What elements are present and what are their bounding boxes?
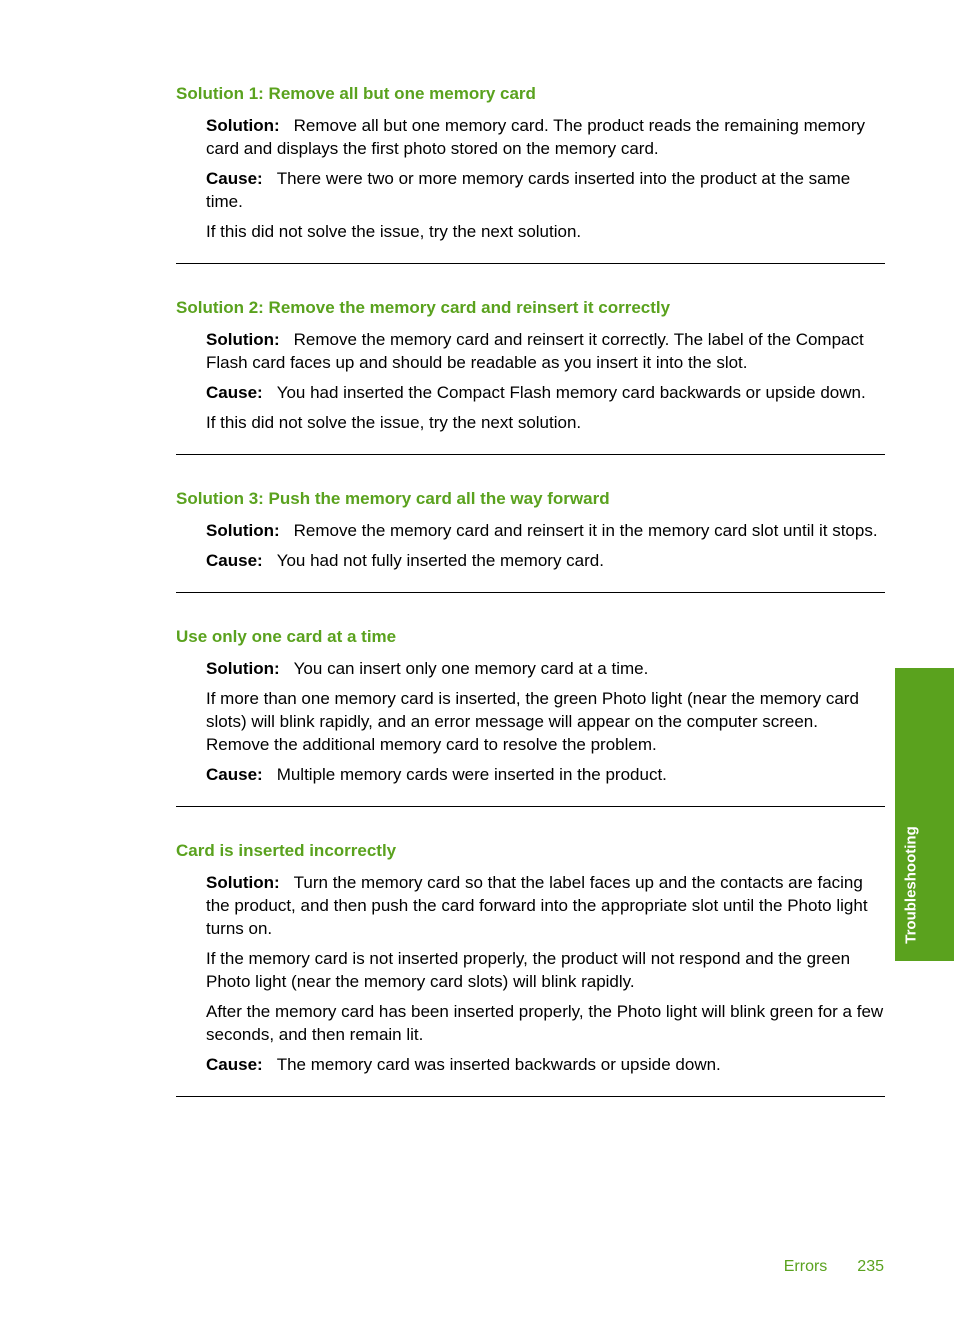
cause-label: Cause: [206,169,263,188]
cause-text: You had not fully inserted the memory card. [276,551,604,570]
solution-text: Remove all but one memory card. The product reads the remaining memory card and displays the first photo stored on the memory card. [206,116,865,158]
cause-paragraph [206,167,885,213]
section-heading: Use only one card at a time [176,627,397,646]
cause-paragraph [206,1053,885,1076]
one-card-section [176,623,885,786]
footer-section-name: Errors [783,1258,828,1275]
chapter-side-tab [895,668,954,961]
solution-label: Solution: [206,330,280,349]
section-divider [176,454,885,455]
cause-text: Multiple memory cards were inserted in the product. [276,765,667,784]
cause-paragraph [206,381,885,404]
note-paragraph: If this did not solve the issue, try the next solution. [206,222,582,241]
cause-text: The memory card was inserted backwards or upside down. [276,1055,721,1074]
solution-label: Solution: [206,521,280,540]
cause-paragraph [206,549,885,572]
solution-paragraph [206,114,885,160]
cause-label: Cause: [206,765,263,784]
solution-2-section [176,294,885,434]
info-paragraph: After the memory card has been inserted properly, the Photo light will blink green for a few seconds, and then remain lit. [206,1002,884,1044]
cause-label: Cause: [206,1055,263,1074]
solution-paragraph [206,328,885,374]
info-paragraph: If more than one memory card is inserted, the green Photo light (near the memory card slots) will blink rapidly, and an error message will appear on the computer screen. Remove the additional memory card to resolve the problem. [206,689,859,754]
solution-label: Solution: [206,873,280,892]
page-footer [784,1257,884,1277]
cause-text: You had inserted the Compact Flash memory card backwards or upside down. [276,383,866,402]
section-divider [176,263,885,264]
solution-paragraph [206,657,885,680]
card-incorrect-section [176,837,885,1076]
page-content [176,80,885,1127]
section-divider [176,1096,885,1097]
info-paragraph: If the memory card is not inserted properly, the product will not respond and the green Photo light (near the memory card slots) will blink rapidly. [206,949,851,991]
solution-text: Turn the memory card so that the label faces up and the contacts are facing the product, and then push the card forward into the appropriate slot until the Photo light turns on. [206,873,868,938]
solution-text: Remove the memory card and reinsert it in the memory card slot until it stops. [293,521,878,540]
cause-label: Cause: [206,551,263,570]
cause-label: Cause: [206,383,263,402]
solution-label: Solution: [206,116,280,135]
side-tab-label: Troubleshooting [902,825,919,944]
solution-text: You can insert only one memory card at a time. [293,659,649,678]
section-divider [176,592,885,593]
cause-paragraph [206,763,885,786]
solution-text: Remove the memory card and reinsert it correctly. The label of the Compact Flash card faces up and should be readable as you insert it into the slot. [206,330,864,372]
solution-paragraph [206,519,885,542]
page-number: 235 [857,1258,884,1275]
section-divider [176,806,885,807]
section-heading: Solution 1: Remove all but one memory card [176,84,536,103]
note-paragraph: If this did not solve the issue, try the next solution. [206,413,582,432]
section-heading: Card is inserted incorrectly [176,841,397,860]
solution-1-section [176,80,885,243]
section-heading: Solution 3: Push the memory card all the way forward [176,489,610,508]
solution-3-section [176,485,885,572]
cause-text: There were two or more memory cards inserted into the product at the same time. [206,169,851,211]
solution-label: Solution: [206,659,280,678]
solution-paragraph [206,871,885,940]
section-heading: Solution 2: Remove the memory card and reinsert it correctly [176,298,671,317]
